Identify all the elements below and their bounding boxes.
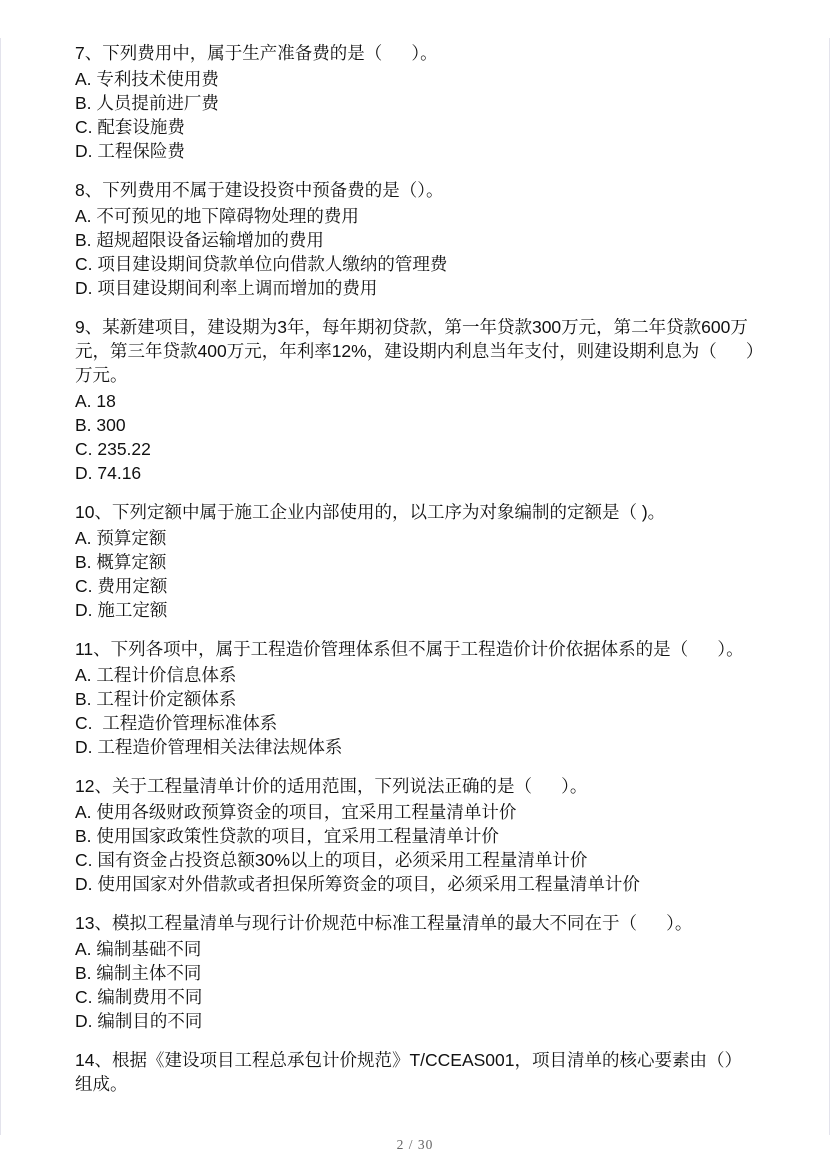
question-stem: 10、下列定额中属于施工企业内部使用的，以工序为对象编制的定额是（ )。: [75, 502, 666, 522]
question-option: D. 工程保险费: [75, 141, 185, 161]
question-option: B. 概算定额: [75, 552, 167, 572]
question-option: A. 编制基础不同: [75, 939, 202, 959]
question-stem: 9、某新建项目，建设期为3年，每年期初贷款，第一年贷款300万元，第二年贷款600万元，第三年贷款400万元，年利率12%，建设期内利息当年支付，则建设期利息为（ ）万元。: [75, 317, 755, 385]
question-option: A. 工程计价信息体系: [75, 665, 237, 685]
page-left-border: [0, 38, 1, 1135]
question-option: C. 项目建设期间贷款单位向借款人缴纳的管理费: [75, 254, 448, 274]
question-option: B. 300: [75, 415, 126, 435]
question-option: D. 编制目的不同: [75, 1011, 203, 1031]
question-stem: 7、下列费用中，属于生产准备费的是（ ）。: [75, 43, 438, 63]
question-option: B. 编制主体不同: [75, 963, 202, 983]
question-option: C. 235.22: [75, 439, 151, 459]
question-option: A. 使用各级财政预算资金的项目，宜采用工程量清单计价: [75, 802, 517, 822]
question-option: B. 使用国家政策性贷款的项目，宜采用工程量清单计价: [75, 826, 499, 846]
page-footer: [0, 1136, 830, 1154]
question-option: A. 不可预见的地下障碍物处理的费用: [75, 206, 359, 226]
question-option: A. 预算定额: [75, 528, 167, 548]
question-option: B. 超规超限设备运输增加的费用: [75, 230, 324, 250]
question-block: [75, 178, 755, 300]
question-option: D. 74.16: [75, 463, 142, 483]
question-option: D. 工程造价管理相关法律法规体系: [75, 737, 343, 757]
question-option: C. 配套设施费: [75, 117, 185, 137]
question-list: [75, 41, 755, 1111]
question-option: C. 编制费用不同: [75, 987, 203, 1007]
question-stem: 12、关于工程量清单计价的适用范围，下列说法正确的是（ ）。: [75, 776, 588, 796]
question-option: B. 工程计价定额体系: [75, 689, 237, 709]
question-block: [75, 1048, 755, 1096]
question-option: C. 国有资金占投资总额30%以上的项目，必须采用工程量清单计价: [75, 850, 588, 870]
question-option: D. 施工定额: [75, 600, 168, 620]
question-stem: 8、下列费用不属于建设投资中预备费的是（）。: [75, 180, 444, 200]
question-block: [75, 41, 755, 163]
question-option: C. 费用定额: [75, 576, 168, 596]
question-block: [75, 911, 755, 1033]
question-block: [75, 637, 755, 759]
page-indicator: 2 / 30: [396, 1137, 434, 1152]
question-option: D. 使用国家对外借款或者担保所筹资金的项目，必须采用工程量清单计价: [75, 874, 640, 894]
question-stem: 13、模拟工程量清单与现行计价规范中标准工程量清单的最大不同在于（ ）。: [75, 913, 693, 933]
question-option: D. 项目建设期间利率上调而增加的费用: [75, 278, 378, 298]
question-option: C. 工程造价管理标准体系: [75, 713, 278, 733]
question-option: A. 专利技术使用费: [75, 69, 219, 89]
question-option: A. 18: [75, 391, 116, 411]
question-stem: 11、下列各项中，属于工程造价管理体系但不属于工程造价计价依据体系的是（ ）。: [75, 639, 744, 659]
question-block: [75, 774, 755, 896]
question-block: [75, 500, 755, 622]
question-block: [75, 315, 755, 485]
question-stem: 14、根据《建设项目工程总承包计价规范》T/CCEAS001，项目清单的核心要素由（）组成。: [75, 1050, 743, 1094]
question-option: B. 人员提前进厂费: [75, 93, 219, 113]
